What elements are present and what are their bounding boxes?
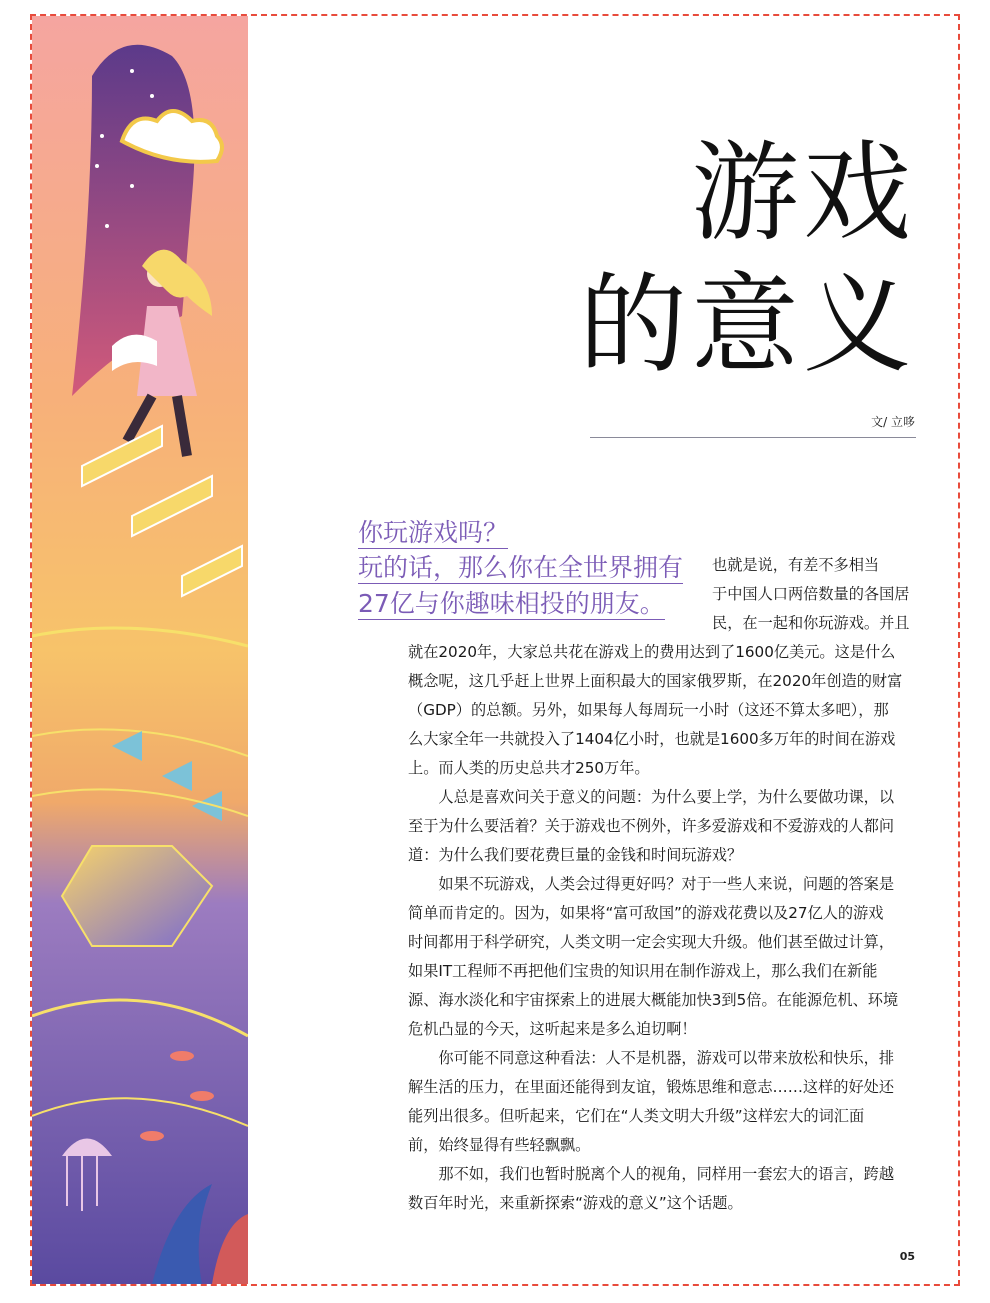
body-line: 么大家全年一共就投入了1404亿小时，也就是1600多万年的时间在游戏 <box>408 730 896 748</box>
lead-text-2: 玩的话，那么你在全世界拥有 <box>358 553 684 582</box>
author-byline: 文/ 立哆 <box>871 415 915 429</box>
lead-line-3 <box>358 589 665 619</box>
lead-line-2 <box>358 553 683 583</box>
lead-line-1 <box>358 518 508 548</box>
body-line: 如果不玩游戏，人类会过得更好吗？对于一些人来说，问题的答案是 <box>408 875 894 893</box>
lead-text-3: 27亿与你趣味相投的朋友。 <box>358 589 665 618</box>
lead-text-1: 你玩游戏吗？ <box>358 518 509 547</box>
intro-paragraph <box>712 551 918 638</box>
body-line: 时间都用于科学研究，人类文明一定会实现大升级。他们甚至做过计算， <box>408 933 894 951</box>
body-line: （GDP）的总额。另外，如果每人每周玩一小时（这还不算太多吧），那 <box>408 701 889 719</box>
body-line: 简单而肯定的。因为，如果将“富可敌国”的游戏花费以及27亿人的游戏 <box>408 904 884 922</box>
body-line: 就在2020年，大家总共花在游戏上的费用达到了1600亿美元。这是什么 <box>408 643 896 661</box>
body-line: 概念呢，这几乎赶上世界上面积最大的国家俄罗斯，在2020年创造的财富 <box>408 672 903 690</box>
title-divider <box>590 437 916 438</box>
body-line: 上。而人类的历史总共才250万年。 <box>408 759 650 777</box>
intro-line: 民，在一起和你玩游戏。并且 <box>712 614 910 632</box>
body-line: 人总是喜欢问关于意义的问题：为什么要上学，为什么要做功课，以 <box>408 788 894 806</box>
body-line: 那不如，我们也暂时脱离个人的视角，同样用一套宏大的语言，跨越 <box>408 1165 894 1183</box>
body-line: 解生活的压力，在里面还能得到友谊，锻炼思维和意志……这样的好处还 <box>408 1078 894 1096</box>
illustration <box>32 16 248 1284</box>
body-line: 危机凸显的今天，这听起来是多么迫切啊！ <box>408 1020 697 1038</box>
page-number: 05 <box>899 1250 915 1263</box>
page-title-line1: 游戏 <box>690 131 915 256</box>
body-line: 能列出很多。但听起来，它们在“人类文明大升级”这样宏大的词汇面 <box>408 1107 865 1125</box>
body-line: 道：为什么我们要花费巨量的金钱和时间玩游戏？ <box>408 846 743 864</box>
intro-line: 也就是说，有差不多相当 <box>712 556 880 574</box>
body-line: 至于为什么要活着？关于游戏也不例外，许多爱游戏和不爱游戏的人都问 <box>408 817 894 835</box>
body-line: 你可能不同意这种看法：人不是机器，游戏可以带来放松和快乐，排 <box>408 1049 894 1067</box>
page-title-line2: 的意义 <box>578 263 915 388</box>
body-line: 源、海水淡化和宇宙探索上的进展大概能加快3到5倍。在能源危机、环境 <box>408 991 899 1009</box>
intro-line: 于中国人口两倍数量的各国居 <box>712 585 910 603</box>
illustration-art <box>32 16 248 1284</box>
body-line: 如果IT工程师不再把他们宝贵的知识用在制作游戏上，那么我们在新能 <box>408 962 878 980</box>
body-line: 前，始终显得有些轻飘飘。 <box>408 1136 591 1154</box>
article-body <box>408 638 918 1218</box>
body-line: 数百年时光，来重新探索“游戏的意义”这个话题。 <box>408 1194 743 1212</box>
